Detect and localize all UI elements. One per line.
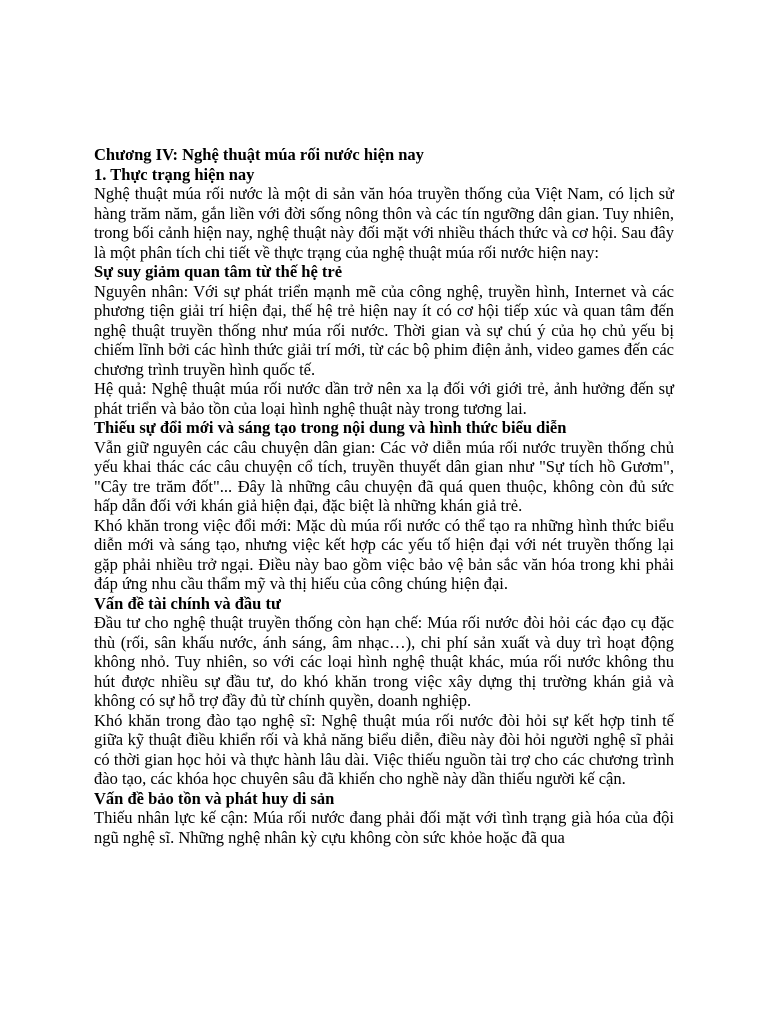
subheading-innovation: Thiếu sự đổi mới và sáng tạo trong nội dung và hình thức biểu diễn	[94, 418, 567, 437]
paragraph-training: Khó khăn trong đào tạo nghệ sĩ: Nghệ thuật múa rối nước đòi hỏi sự kết hợp tinh tế giữa kỹ thuật điều khiển rối và khả năng biểu diễn, điều này đòi hỏi người nghệ sĩ phải có thời gian học hỏi và thực hành lâu dài. Việc thiếu nguồn tài trợ cho các chương trình đào tạo, các khóa học chuyên sâu đã khiến cho nghề này dần thiếu người kế cận.	[94, 710, 674, 788]
paragraph-cause: Nguyên nhân: Với sự phát triển mạnh mẽ của công nghệ, truyền hình, Internet và các phương tiện giải trí hiện đại, thế hệ trẻ hiện nay ít có cơ hội tiếp xúc và quan tâm đến nghệ thuật truyền thống như múa rối nước. Thời gian và sự chú ý của họ chủ yếu bị chiếm lĩnh bởi các hình thức giải trí mới, từ các bộ phim điện ảnh, video games đến các chương trình truyền hình quốc tế.	[94, 281, 674, 379]
paragraph-renewal-difficulty: Khó khăn trong việc đổi mới: Mặc dù múa rối nước có thể tạo ra những hình thức biểu diễn mới và sáng tạo, nhưng việc kết hợp các yếu tố hiện đại với nét truyền thống lại gặp phải nhiều trở ngại. Điều này bao gồm việc bảo vệ bản sắc văn hóa trong khi phải đáp ứng nhu cầu thẩm mỹ và thị hiếu của công chúng hiện đại.	[94, 515, 674, 593]
subheading-youth-interest: Sự suy giảm quan tâm từ thế hệ trẻ	[94, 262, 343, 281]
subheading-finance: Vấn đề tài chính và đầu tư	[94, 593, 281, 613]
section-title: 1. Thực trạng hiện nay	[94, 164, 255, 184]
document-page	[94, 145, 674, 847]
paragraph-successors: Thiếu nhân lực kế cận: Múa rối nước đang phải đối mặt với tình trạng già hóa của đội ngũ nghệ sĩ. Những nghệ nhân kỳ cựu không còn sức khỏe hoặc đã qua	[94, 808, 674, 847]
subheading-preservation: Vấn đề bảo tồn và phát huy di sản	[94, 788, 335, 808]
chapter-title: Chương IV: Nghệ thuật múa rối nước hiện nay	[94, 145, 424, 164]
paragraph-consequence: Hệ quả: Nghệ thuật múa rối nước dần trở nên xa lạ đối với giới trẻ, ảnh hưởng đến sự phát triển và bảo tồn của loại hình nghệ thuật này trong tương lai.	[94, 379, 674, 418]
paragraph-folk-stories: Vẫn giữ nguyên các câu chuyện dân gian: Các vở diễn múa rối nước truyền thống chủ yếu khai thác các câu chuyện cổ tích, truyền thuyết dân gian như "Sự tích hồ Gươm", "Cây tre trăm đốt"... Đây là những câu chuyện đã quá quen thuộc, không còn đủ sức hấp dẫn đối với khán giả hiện đại, đặc biệt là những khán giả trẻ.	[94, 437, 674, 515]
intro-paragraph: Nghệ thuật múa rối nước là một di sản văn hóa truyền thống của Việt Nam, có lịch sử hàng trăm năm, gắn liền với đời sống nông thôn và các tín ngưỡng dân gian. Tuy nhiên, trong bối cảnh hiện nay, nghệ thuật này đối mặt với nhiều thách thức và cơ hội. Sau đây là một phân tích chi tiết về thực trạng của nghệ thuật múa rối nước hiện nay:	[94, 184, 674, 262]
paragraph-investment: Đầu tư cho nghệ thuật truyền thống còn hạn chế: Múa rối nước đòi hỏi các đạo cụ đặc thù (rối, sân khấu nước, ánh sáng, âm nhạc…), chi phí sản xuất và duy trì hoạt động không nhỏ. Tuy nhiên, so với các loại hình nghệ thuật khác, múa rối nước không thu hút được nhiều sự đầu tư, do khó khăn trong việc xây dựng thị trường khán giả và không có sự hỗ trợ đầy đủ từ chính quyền, doanh nghiệp.	[94, 613, 674, 710]
